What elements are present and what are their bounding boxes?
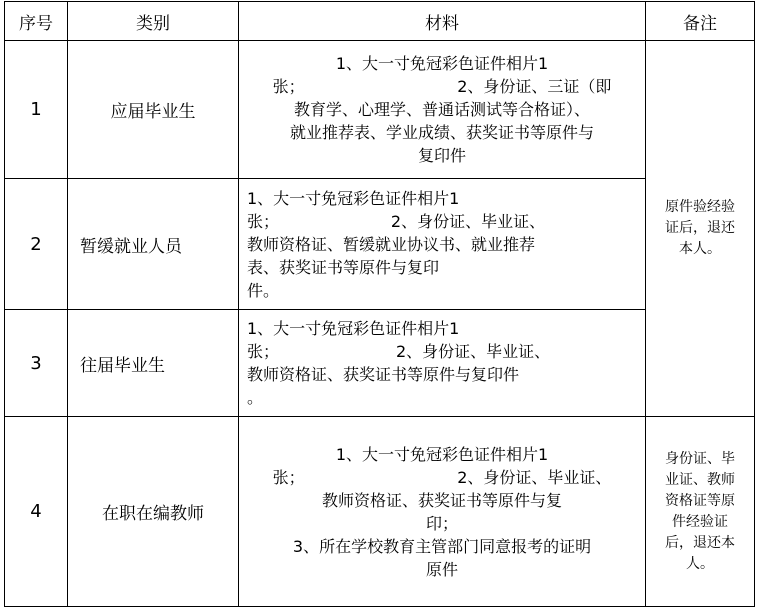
note-line: 身份证、毕 <box>665 450 735 467</box>
materials-line: 1、大一寸免冠彩色证件相片1 <box>247 319 460 338</box>
notes-cell <box>646 417 755 607</box>
table-row <box>5 310 755 417</box>
materials-line: 1、大一寸免冠彩色证件相片1 <box>335 444 549 464</box>
note-line: 人。 <box>686 555 714 572</box>
materials-line: 复印件 <box>417 146 466 165</box>
note-line: 业证、教师 <box>665 471 735 488</box>
materials-line: 教师资格证、获奖证书等原件与复 <box>321 490 562 510</box>
materials-line: 张； 2、身份证、毕业证、 <box>247 211 546 231</box>
table-row <box>5 41 755 179</box>
materials-line: 表、获奖证书等原件与复印 <box>247 257 440 277</box>
row-category: 应届毕业生 <box>68 41 239 179</box>
row-seq: 2 <box>5 179 68 310</box>
note-line: 件经验证 <box>672 513 728 530</box>
row-seq: 3 <box>5 310 68 417</box>
materials-line: 张； 2、身份证、毕业证、 <box>272 467 612 487</box>
note-line: 证后，退还 <box>665 220 735 236</box>
header-materials: 材料 <box>239 2 646 41</box>
row-category: 往届毕业生 <box>68 310 239 417</box>
materials-line: 教师资格证、暂缓就业协议书、就业推荐 <box>247 234 536 254</box>
note-line: 后，退还本 <box>665 534 735 551</box>
row-materials <box>239 179 646 310</box>
materials-line: 1、大一寸免冠彩色证件相片1 <box>247 188 460 208</box>
note-line: 原件验经验 <box>665 199 735 215</box>
materials-line: 件。 <box>247 280 280 300</box>
header-seq: 序号 <box>5 2 68 41</box>
row-materials <box>239 417 646 607</box>
note-line: 本人。 <box>679 241 721 257</box>
notes-merged-cell <box>646 41 755 417</box>
row-seq: 1 <box>5 41 68 179</box>
materials-line: 教师资格证、获奖证书等原件与复印件 <box>247 365 520 384</box>
materials-line: 张； 2、身份证、三证（即 <box>272 77 612 96</box>
materials-line: 教育学、心理学、普通话测试等合格证）、 <box>293 100 590 119</box>
row-materials <box>239 41 646 179</box>
row-category: 在职在编教师 <box>68 417 239 607</box>
header-row <box>5 2 755 41</box>
header-category: 类别 <box>68 2 239 41</box>
materials-line: 原件 <box>425 559 458 579</box>
row-materials <box>239 310 646 417</box>
row-seq: 4 <box>5 417 68 607</box>
table-row <box>5 417 755 607</box>
header-notes: 备注 <box>646 2 755 41</box>
materials-line: 1、大一寸免冠彩色证件相片1 <box>335 54 549 73</box>
materials-table <box>4 1 755 607</box>
materials-line: 张； 2、身份证、毕业证、 <box>247 342 551 361</box>
materials-line: 就业推荐表、学业成绩、获奖证书等原件与 <box>289 123 594 142</box>
materials-line: 。 <box>247 388 264 407</box>
row-category: 暂缓就业人员 <box>68 179 239 310</box>
materials-line: 3、所在学校教育主管部门同意报考的证明 <box>292 536 592 556</box>
table-row <box>5 179 755 310</box>
materials-line: 印； <box>425 513 458 533</box>
note-line: 资格证等原 <box>665 492 735 509</box>
